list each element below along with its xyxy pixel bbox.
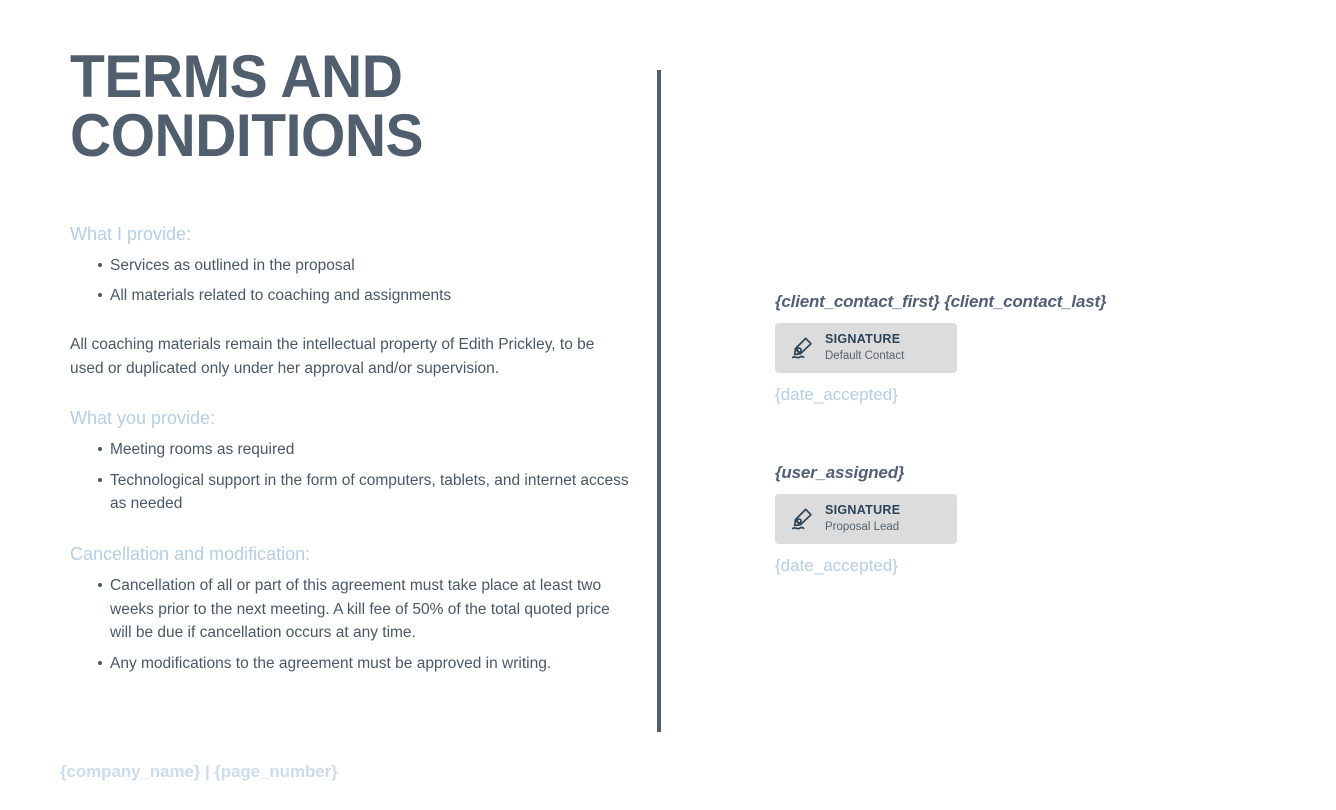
section-cancellation-and-modification xyxy=(70,542,630,675)
page-title-line-2: CONDITIONS xyxy=(70,101,424,169)
signature-role: Default Contact xyxy=(825,350,905,363)
signer-name-placeholder: {client_contact_first} {client_contact_last} xyxy=(775,292,1107,311)
page-footer: {company_name} | {page_number} xyxy=(60,762,338,781)
signature-field-text xyxy=(825,504,900,533)
section-what-you-provide xyxy=(70,406,630,516)
signature-block-user xyxy=(775,463,1255,576)
signature-pen-icon xyxy=(789,335,815,361)
section-heading: What I provide: xyxy=(70,223,192,244)
list-item: Any modifications to the agreement must be approved in writing. xyxy=(70,652,630,676)
section-heading: Cancellation and modification: xyxy=(70,544,311,565)
date-accepted-placeholder: {date_accepted} xyxy=(775,385,898,404)
list-item: Technological support in the form of computers, tablets, and internet access as needed xyxy=(70,469,630,516)
section-bullet-list xyxy=(70,574,630,675)
list-item: All materials related to coaching and assignments xyxy=(70,284,630,308)
list-item: Meeting rooms as required xyxy=(70,438,630,462)
list-item: Services as outlined in the proposal xyxy=(70,254,630,278)
date-accepted-placeholder: {date_accepted} xyxy=(775,556,898,575)
signature-label: SIGNATURE xyxy=(825,503,901,518)
page-title-line-1: TERMS AND xyxy=(70,43,403,110)
signature-role: Proposal Lead xyxy=(825,521,900,534)
page-title xyxy=(70,43,602,169)
section-what-i-provide xyxy=(70,222,630,308)
signature-field-user[interactable] xyxy=(775,494,957,544)
signer-name-placeholder: {user_assigned} xyxy=(775,463,905,482)
signature-pen-icon xyxy=(789,506,815,532)
signature-field-client[interactable] xyxy=(775,323,957,373)
section-bullet-list xyxy=(70,438,630,516)
signature-field-text xyxy=(825,333,904,362)
left-content-column xyxy=(70,43,630,676)
signature-label: SIGNATURE xyxy=(825,332,901,347)
signature-column xyxy=(775,292,1255,576)
intellectual-property-paragraph: All coaching materials remain the intellectual property of Edith Prickley, to be used or duplicated only under her approval and/or supervision. xyxy=(70,335,595,377)
signature-block-client xyxy=(775,292,1255,405)
section-heading: What you provide: xyxy=(70,408,216,429)
list-item: Cancellation of all or part of this agreement must take place at least two weeks prior to the next meeting. A kill fee of 50% of the total quoted price will be due if cancellation occurs at any time. xyxy=(70,574,630,645)
section-bullet-list xyxy=(70,254,630,308)
vertical-divider xyxy=(657,70,661,732)
